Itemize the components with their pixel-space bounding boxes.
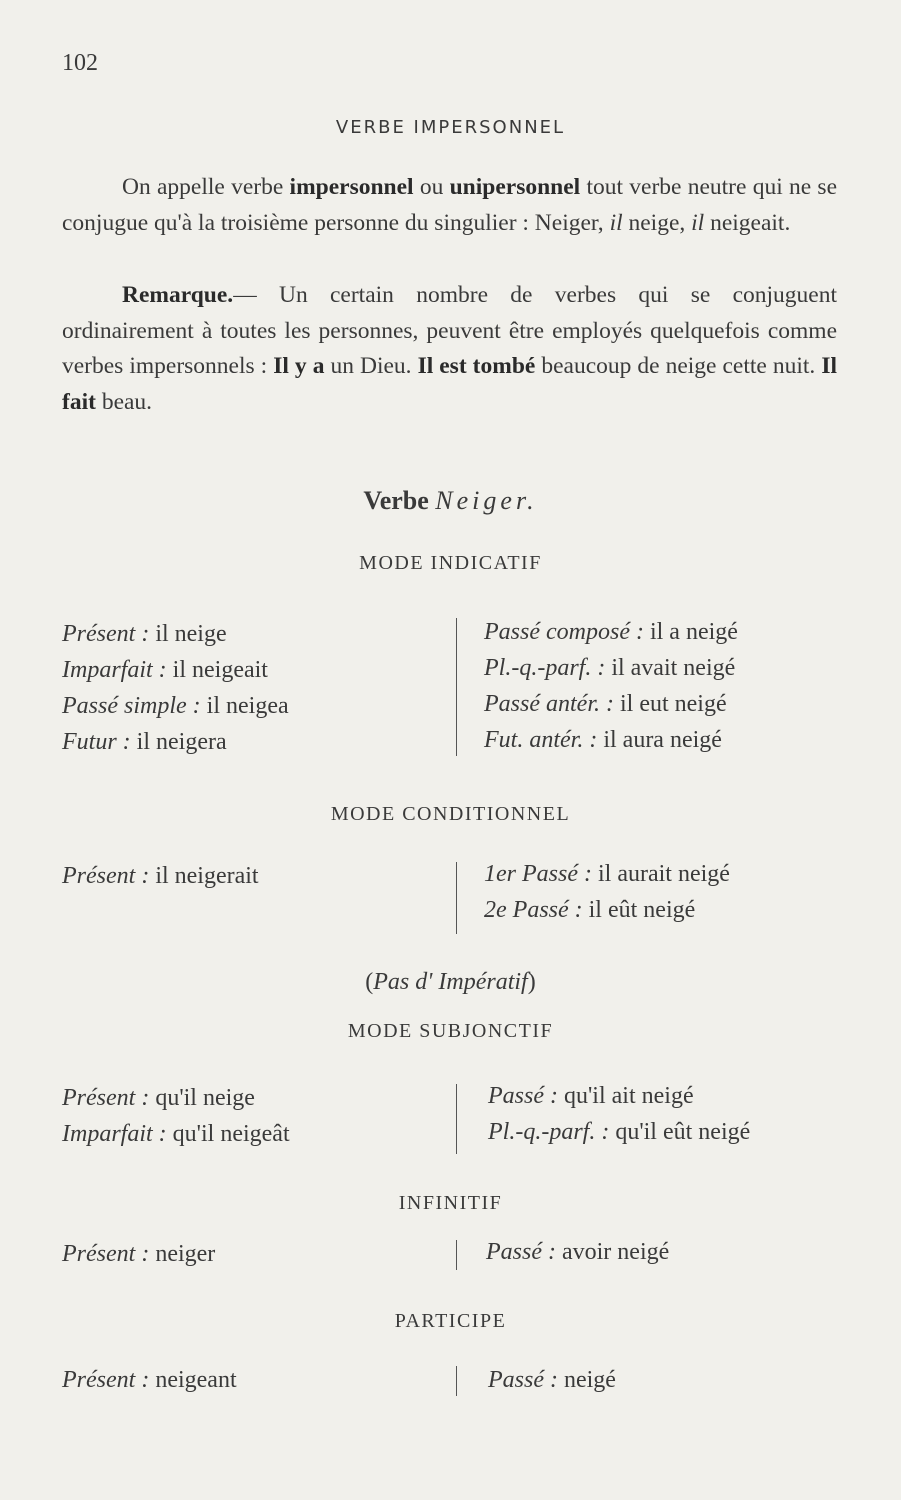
mode-indicatif-title: MODE INDICATIF xyxy=(359,552,542,574)
conjugation-row: Passé composé : il a neigé xyxy=(484,619,738,645)
column-divider xyxy=(456,1084,457,1154)
conjugation-row: Présent : il neigerait xyxy=(62,863,259,889)
imperatif-note: (Pas d' Impératif) xyxy=(365,969,536,995)
indicatif-left-column xyxy=(62,616,289,760)
conjugation-row: 1er Passé : il aurait neigé xyxy=(484,861,730,887)
column-divider xyxy=(456,1240,457,1270)
conjugation-row: Pl.-q.-parf. : il avait neigé xyxy=(484,655,736,681)
conjugation-row: Passé simple : il neigea xyxy=(62,693,289,719)
column-divider xyxy=(456,618,457,756)
infinitif-title: INFINITIF xyxy=(398,1192,503,1214)
conjugation-row: Présent : qu'il neige xyxy=(62,1085,255,1111)
page-number: 102 xyxy=(62,50,98,76)
remarque-label: Remarque. xyxy=(122,282,234,308)
subjonctif-left-column xyxy=(62,1080,290,1152)
definition-paragraph: On appelle verbe impersonnel ou unipersonnel tout verbe neutre qui ne se conjugue qu'à la troisième personne du singulier : Neiger, il neige, il neigeait. xyxy=(62,174,838,236)
conjugation-row: Pl.-q.-parf. : qu'il eût neigé xyxy=(488,1119,751,1145)
participe-present: Présent : neigeant xyxy=(62,1367,237,1393)
infinitif-passe: Passé : avoir neigé xyxy=(486,1239,670,1265)
conjugation-row: Passé antér. : il eut neigé xyxy=(484,691,727,717)
conjugation-row: Passé : qu'il ait neigé xyxy=(488,1083,694,1109)
mode-subjonctif-title: MODE SUBJONCTIF xyxy=(347,1020,554,1042)
column-divider xyxy=(456,1366,457,1396)
participe-passe: Passé : neigé xyxy=(488,1367,616,1393)
section-heading: VERBE IMPERSONNEL xyxy=(335,117,566,138)
conjugation-row: Imparfait : qu'il neigeât xyxy=(62,1121,290,1147)
infinitif-present: Présent : neiger xyxy=(62,1241,216,1267)
conditionnel-right-column xyxy=(484,856,730,928)
column-divider xyxy=(456,862,457,934)
conjugation-row: Présent : il neige xyxy=(62,621,227,647)
conjugation-row: 2e Passé : il eût neigé xyxy=(484,897,696,923)
participe-title: PARTICIPE xyxy=(394,1310,507,1332)
verb-title: Verbe Neiger. xyxy=(363,486,538,515)
subjonctif-right-column xyxy=(488,1078,750,1150)
conjugation-row: Fut. antér. : il aura neigé xyxy=(484,727,722,753)
indicatif-right-column xyxy=(484,614,738,758)
conjugation-row: Imparfait : il neigeait xyxy=(62,657,268,683)
conditionnel-left-column xyxy=(62,858,259,894)
conjugation-row: Futur : il neigera xyxy=(62,729,227,755)
mode-conditionnel-title: MODE CONDITIONNEL xyxy=(330,803,571,825)
remarque-paragraph: Remarque.— Un certain nombre de verbes qui se conjuguent ordinairement à toutes les personnes, peuvent être employés quelquefois comme verbes impersonnels : Il y a un Dieu. Il est tombé beaucoup de neige cette nuit. Il fait beau. xyxy=(62,282,837,415)
